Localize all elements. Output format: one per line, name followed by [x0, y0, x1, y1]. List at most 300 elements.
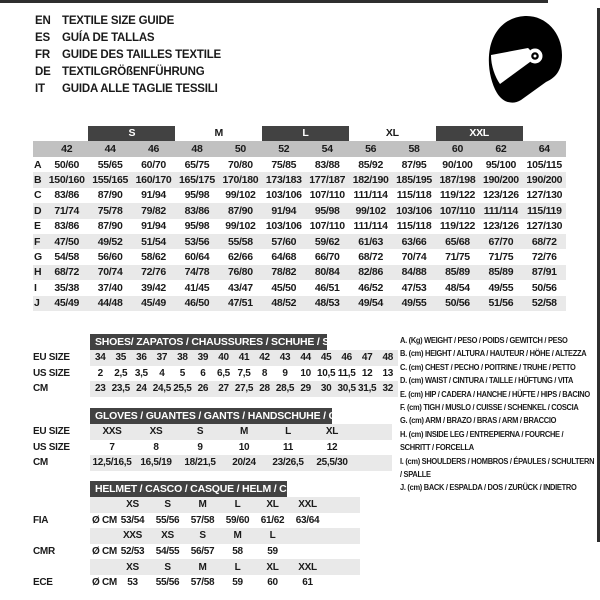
row-values [90, 440, 354, 456]
size-cell: 65/75 [184, 158, 210, 171]
legend-item-G: G. (cm) ARM / BRAZO / BRAS / ARM / BRACCIO [400, 415, 557, 426]
size-cell: 5 [179, 367, 186, 379]
size-cell: 58/62 [141, 251, 166, 264]
language-title: GUIDE DES TAILLES TEXTILE [62, 48, 221, 61]
helmet-values-row-cmr [33, 544, 360, 560]
size-cell: 123/126 [482, 189, 519, 202]
size-cell: 8 [153, 441, 159, 453]
size-cell: 9 [282, 367, 288, 379]
size-cell: 4 [159, 367, 165, 379]
size-cell: 11 [283, 441, 293, 453]
gloves-table-title: GLOVES / GUANTES / GANTS / HANDSCHUHE / GUANTI [90, 408, 332, 424]
size-cell: 39/42 [141, 281, 166, 294]
size-cell: 111/114 [483, 204, 518, 217]
size-cell: 54/55 [155, 546, 180, 558]
column-header-46: 46 [147, 143, 160, 155]
size-cell: 26 [197, 383, 209, 395]
size-cell: 57/60 [271, 235, 297, 248]
language-row [35, 12, 221, 29]
size-cell: 71/74 [54, 204, 80, 217]
measurement-row-C [33, 188, 566, 203]
language-title: TEXTILE SIZE GUIDE [62, 14, 175, 27]
size-band-XL: XL [385, 126, 399, 139]
helmet-size-label: S [164, 561, 171, 573]
table-row-us-size [33, 440, 392, 456]
shoes-size-table [33, 334, 398, 397]
size-cell: 107/110 [309, 220, 345, 233]
size-cell: 28 [259, 383, 270, 395]
size-cell: 28,5 [275, 383, 295, 395]
size-cell: 190/200 [526, 174, 563, 187]
size-cell: 12 [326, 441, 338, 453]
size-cell: 48/54 [445, 281, 470, 294]
row-label-cm: CM [33, 457, 48, 469]
size-cell: 25,5 [173, 383, 192, 395]
row-label-cm: CM [33, 383, 48, 395]
table-row-eu-size [33, 424, 392, 440]
helmet-size-label: XXS [122, 530, 143, 542]
size-cell: 44/48 [97, 297, 123, 310]
helmet-values [115, 575, 325, 591]
language-title: TEXTILGRÖßENFÜHRUNG [62, 65, 205, 78]
column-header-60: 60 [451, 143, 463, 155]
size-cell: 6,5 [216, 367, 230, 379]
row-letter-B: B [34, 174, 42, 187]
helmet-size-label: L [234, 561, 241, 573]
helmet-size-label: L [234, 499, 241, 511]
size-cell: 51/54 [141, 235, 166, 248]
row-label-ece: ECE [33, 577, 53, 589]
table-row-eu-size [33, 350, 398, 366]
size-cell: 61/63 [358, 235, 383, 248]
row-letter-J: J [34, 297, 40, 310]
helmet-size-label: XXL [298, 499, 317, 511]
size-cell: 190/200 [482, 174, 519, 187]
size-cell: 55/65 [97, 158, 123, 171]
size-cell: 53 [127, 577, 138, 589]
legend-item-E: E. (cm) HIP / CADERA / HANCHE / HÜFTE / HIPS / BACINO [400, 388, 590, 399]
size-cell: 24 [136, 383, 147, 395]
row-values-band [90, 424, 392, 440]
column-header-48: 48 [191, 143, 203, 155]
size-cell: 74/78 [184, 266, 210, 279]
size-cell: 170/180 [222, 174, 259, 187]
language-row [35, 29, 221, 46]
size-cell: 40 [218, 352, 229, 364]
helmet-size-label: XL [266, 561, 279, 573]
size-cell: 36 [136, 352, 147, 364]
size-cell: 59/62 [314, 235, 340, 248]
size-cell: 42 [259, 352, 270, 364]
size-cell: XS [149, 426, 163, 438]
row-values-band [90, 440, 392, 456]
column-header-62: 62 [495, 143, 507, 155]
row-label-cmr: CMR [33, 546, 55, 558]
size-cell: 46/50 [184, 297, 210, 310]
size-cell: 16,5/19 [140, 457, 172, 469]
size-cell: 2 [97, 367, 103, 379]
diameter-cm-unit: Ø CM [92, 546, 117, 558]
size-cell: 165/175 [179, 174, 215, 187]
apparel-size-table [33, 125, 566, 311]
size-cell: 105/115 [526, 158, 562, 171]
size-band-S: S [88, 126, 175, 141]
size-cell: 45/49 [54, 297, 80, 310]
size-cell: 91/94 [141, 189, 166, 202]
size-cell: 60/70 [141, 158, 166, 171]
row-label-fia: FIA [33, 514, 49, 526]
size-cell: 58 [232, 546, 243, 558]
size-cell: 29 [300, 383, 311, 395]
size-cell: 68/72 [531, 235, 557, 248]
size-cell: 68/72 [54, 266, 80, 279]
size-cell: 47/53 [401, 281, 427, 294]
size-cell: 71/75 [445, 251, 470, 264]
size-band-M: M [214, 126, 223, 139]
size-cell: 23,5 [111, 383, 130, 395]
size-cell: 37/40 [97, 281, 123, 294]
diameter-cm-unit: Ø CM [92, 577, 117, 589]
size-cell: 95/98 [184, 220, 210, 233]
helmet-values [115, 544, 325, 560]
size-cell: 9 [197, 441, 203, 453]
size-cell: 70/74 [401, 251, 427, 264]
size-cell: 35 [115, 352, 127, 364]
row-letter-F: F [34, 235, 41, 248]
measurement-row-A [33, 157, 566, 172]
size-cell: 45 [320, 352, 332, 364]
size-cell: 70/74 [97, 266, 123, 279]
legend-item-H: H. (cm) INSIDE LEG / ENTREPIERNA / FOURCHE / SCHRITT / FORCELLA [400, 428, 564, 453]
legend-item-C: C. (cm) CHEST / PECHO / POITRINE / TRUHE / PETTO [400, 361, 576, 372]
size-cell: 44 [300, 352, 311, 364]
size-cell: 87/95 [401, 158, 427, 171]
helmet-size-label: S [164, 499, 171, 511]
size-cell: 46/51 [314, 281, 340, 294]
size-cell: 39 [197, 352, 209, 364]
helmet-sizes-band [90, 528, 360, 544]
size-cell: S [196, 426, 204, 438]
row-letter-C: C [34, 189, 42, 202]
column-header-44: 44 [104, 143, 116, 155]
size-cell: 48 [382, 352, 393, 364]
size-cell: 85/89 [488, 266, 514, 279]
size-cell: 27,5 [234, 383, 254, 395]
size-cell: 47/50 [54, 235, 80, 248]
helmet-size-label: XL [266, 499, 279, 511]
size-cell: 107/110 [439, 204, 476, 217]
row-values-band [90, 350, 398, 366]
size-cell: 53/56 [184, 235, 210, 248]
numeric-size-header-row [33, 141, 566, 157]
size-cell: 13 [382, 367, 393, 379]
size-cell: 103/106 [396, 204, 432, 217]
size-cell: 66/70 [314, 251, 340, 264]
size-cell: 84/88 [401, 266, 427, 279]
size-cell: 173/183 [265, 174, 302, 187]
measurement-row-H [33, 265, 566, 280]
row-label-empty [33, 497, 90, 513]
size-cell: 87/90 [97, 189, 123, 202]
size-cell: L [285, 426, 291, 438]
size-band-row [33, 125, 566, 141]
language-code: IT [35, 82, 45, 95]
row-values [90, 455, 354, 471]
size-cell: 49/52 [97, 235, 123, 248]
size-cell: 30 [320, 383, 332, 395]
helmet-values [115, 513, 325, 529]
language-code: EN [35, 14, 51, 27]
language-header [35, 12, 221, 97]
diameter-cm-unit: Ø CM [92, 514, 117, 526]
size-cell: 53/54 [120, 514, 145, 526]
table-row-cm [33, 381, 398, 397]
size-cell: 107/110 [309, 189, 345, 202]
size-cell: 52/53 [120, 546, 145, 558]
size-cell: 6 [200, 367, 206, 379]
size-cell: 123/126 [482, 220, 519, 233]
helmet-size-label: XS [126, 499, 139, 511]
size-cell: 87/90 [227, 204, 253, 217]
helmet-size-label: M [198, 499, 207, 511]
size-cell: 43/47 [227, 281, 253, 294]
size-cell: 56/57 [190, 546, 215, 558]
size-cell: 59/60 [225, 514, 250, 526]
size-cell: 50/56 [531, 281, 557, 294]
row-values [90, 366, 398, 382]
size-cell: 30,5 [337, 383, 356, 395]
measurement-legend [400, 334, 595, 495]
size-cell: 3,5 [134, 367, 148, 379]
size-cell: 12,5/16,5 [92, 457, 132, 469]
helmet-sizes-row-fia [33, 497, 360, 513]
legend-item-B: B. (cm) HEIGHT / ALTURA / HAUTEUR / HÖHE / ALTEZZA [400, 348, 587, 359]
size-cell: 56/60 [97, 251, 123, 264]
size-cell: 60/64 [184, 251, 210, 264]
shoes-table-title: SHOES/ ZAPATOS / CHAUSSURES / SCHUHE / SCARPE [90, 334, 327, 350]
size-cell: 103/106 [265, 220, 302, 233]
row-letter-D: D [34, 204, 42, 217]
top-border-line [0, 0, 548, 3]
size-cell: 10,5 [316, 367, 336, 379]
size-cell: 32 [382, 383, 393, 395]
column-header-64: 64 [538, 143, 550, 155]
row-label-eu-size: EU SIZE [33, 426, 70, 438]
language-row [35, 80, 221, 97]
size-cell: 185/195 [396, 174, 432, 187]
size-cell: 99/102 [355, 204, 386, 217]
size-cell: 83/88 [314, 158, 340, 171]
helmet-size-label: M [198, 561, 207, 573]
row-label-us-size: US SIZE [33, 441, 70, 453]
size-cell: 119/122 [439, 220, 476, 233]
size-cell: 68/72 [358, 251, 383, 264]
size-cell: 61/62 [260, 514, 285, 526]
size-cell: 76/80 [227, 266, 253, 279]
size-cell: 111/114 [353, 189, 388, 202]
size-cell: 24,5 [152, 383, 171, 395]
size-cell: 35/38 [54, 281, 80, 294]
legend-item-A: A. (Kg) WEIGHT / PESO / POIDS / GEWITCH / PESO [400, 335, 568, 345]
language-row [35, 63, 221, 80]
size-cell: 95/98 [314, 204, 340, 217]
measurement-row-J [33, 296, 566, 311]
helmet-values-row-ece [33, 575, 360, 591]
size-cell: 11,5 [337, 367, 356, 379]
gloves-size-table [33, 408, 392, 471]
row-values-band [90, 381, 398, 397]
racing-helmet-icon [487, 13, 567, 107]
size-cell: 47/51 [227, 297, 253, 310]
helmet-values-row-fia [33, 513, 360, 529]
size-cell: 41/45 [184, 281, 210, 294]
size-cell: 63/66 [401, 235, 427, 248]
size-cell: 83/86 [54, 189, 80, 202]
size-cell: 155/165 [92, 174, 129, 187]
size-band-XXL: XXL [436, 126, 523, 141]
size-cell: 49/55 [488, 281, 514, 294]
language-title: GUIDA ALLE TAGLIE TESSILI [62, 82, 218, 95]
table-row-cm [33, 455, 392, 471]
size-cell: 79/82 [141, 204, 166, 217]
legend-item-D: D. (cm) WAIST / CINTURA / TAILLE / HÜFTUNG / VITA [400, 375, 574, 386]
language-code: ES [35, 31, 50, 44]
size-cell: 55/56 [155, 577, 180, 589]
column-header-54: 54 [321, 143, 333, 155]
row-label-empty [33, 528, 90, 544]
size-cell: 87/90 [97, 220, 123, 233]
size-cell: 10 [238, 441, 250, 453]
helmet-size-table [33, 481, 360, 591]
size-cell: 91/94 [141, 220, 166, 233]
helmet-sizes-row-cmr [33, 528, 360, 544]
column-header-42: 42 [61, 143, 73, 155]
size-cell: 75/78 [97, 204, 123, 217]
helmet-size-label: M [233, 530, 242, 542]
size-band-empty [45, 126, 88, 141]
size-cell: 75/85 [271, 158, 297, 171]
column-header-58: 58 [408, 143, 420, 155]
size-cell: 119/122 [439, 189, 476, 202]
row-letter-H: H [34, 266, 42, 279]
row-values-band [90, 366, 398, 382]
size-cell: 62/66 [227, 251, 253, 264]
size-band-L: L [262, 126, 349, 141]
size-cell: 65/68 [445, 235, 470, 248]
size-cell: 50/60 [54, 158, 80, 171]
helmet-size-labels [115, 528, 325, 544]
helmet-size-label: L [269, 530, 276, 542]
size-cell: 43 [279, 352, 291, 364]
size-cell: 150/160 [48, 174, 85, 187]
legend-item-I: I. (cm) SHOULDERS / HOMBROS / ÉPAULES / SCHULTERN / SPALLE [400, 455, 595, 480]
helmet-size-label: XS [161, 530, 174, 542]
size-cell: 85/89 [445, 266, 470, 279]
size-cell: 127/130 [526, 189, 563, 202]
helmet-table-title: HELMET / CASCO / CASQUE / HELM / CASCO [90, 481, 287, 497]
size-cell: 18/21,5 [184, 457, 216, 469]
size-cell: 187/198 [439, 174, 476, 187]
size-cell: 41 [238, 352, 250, 364]
size-cell: 7 [109, 441, 115, 453]
size-cell: 25,5/30 [316, 457, 348, 469]
size-cell: 48/53 [314, 297, 340, 310]
row-label-eu-size: EU SIZE [33, 352, 70, 364]
helmet-size-label: S [199, 530, 206, 542]
size-cell: 55/58 [227, 235, 253, 248]
size-cell: 82/86 [358, 266, 383, 279]
size-cell: 54/58 [54, 251, 80, 264]
size-cell: 83/86 [54, 220, 80, 233]
language-row [35, 46, 221, 63]
size-cell: 64/68 [271, 251, 297, 264]
legend-item-J: J. (cm) BACK / ESPALDA / DOS / ZURÜCK / INDIETRO [400, 482, 577, 493]
helmet-size-label: XXL [298, 561, 317, 573]
size-cell: 23/26,5 [272, 457, 304, 469]
size-cell: 80/84 [314, 266, 340, 279]
size-cell: 99/102 [225, 189, 256, 202]
size-cell: 78/82 [271, 266, 297, 279]
size-cell: XL [325, 426, 339, 438]
size-cell: 48/52 [271, 297, 297, 310]
helmet-values-band [90, 513, 360, 529]
measurement-row-I [33, 280, 566, 295]
size-cell: 71/75 [488, 251, 514, 264]
size-cell: 83/86 [184, 204, 210, 217]
size-cell: 90/100 [442, 158, 473, 171]
helmet-sizes-row-ece [33, 559, 360, 575]
size-cell: 95/100 [485, 158, 517, 171]
size-band-empty [523, 126, 566, 141]
helmet-size-labels [115, 497, 325, 513]
size-cell: 182/190 [352, 174, 389, 187]
size-cell: 23 [95, 383, 106, 395]
size-cell: 61 [302, 577, 313, 589]
measurement-row-F [33, 234, 566, 249]
size-cell: 49/55 [401, 297, 427, 310]
size-cell: 115/119 [526, 204, 562, 217]
size-cell: 51/56 [488, 297, 514, 310]
size-cell: 55/56 [155, 514, 180, 526]
size-cell: 99/102 [225, 220, 256, 233]
size-cell: M [239, 426, 249, 438]
helmet-values-band [90, 575, 360, 591]
size-cell: 52/58 [531, 297, 557, 310]
language-code: DE [35, 65, 51, 78]
size-cell: 72/76 [141, 266, 166, 279]
measurement-row-E [33, 219, 566, 234]
size-cell: 34 [95, 352, 106, 364]
size-cell: XXS [102, 426, 122, 438]
size-cell: 87/91 [531, 266, 557, 279]
column-header-50: 50 [234, 143, 246, 155]
row-letter-A: A [34, 158, 42, 171]
size-cell: 70/80 [227, 158, 253, 171]
size-cell: 60 [267, 577, 278, 589]
row-label-empty [33, 559, 90, 575]
size-cell: 46 [341, 352, 352, 364]
size-cell: 111/114 [353, 220, 388, 233]
size-cell: 72/76 [531, 251, 557, 264]
size-cell: 103/106 [265, 189, 302, 202]
column-header-56: 56 [365, 143, 377, 155]
size-cell: 10 [300, 367, 311, 379]
size-cell: 20/24 [232, 457, 256, 469]
legend-item-F: F. (cm) TIGH / MUSLO / CUISSE / SCHENKEL / COSCIA [400, 402, 579, 413]
size-cell: 49/54 [358, 297, 383, 310]
size-cell: 95/98 [184, 189, 210, 202]
size-cell: 127/130 [526, 220, 563, 233]
